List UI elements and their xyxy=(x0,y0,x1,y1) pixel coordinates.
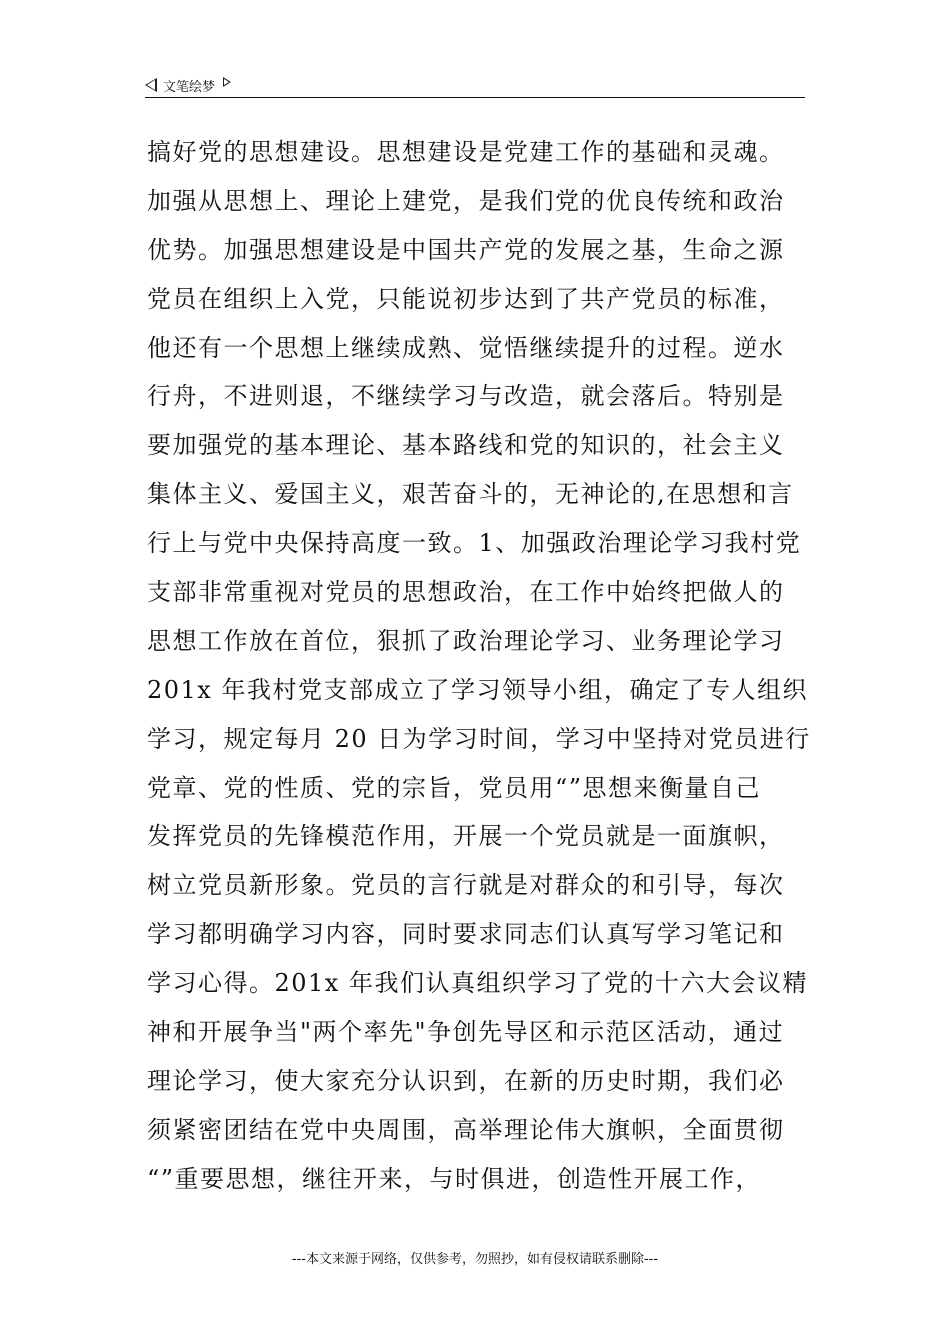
text-line: 行舟，不进则退，不继续学习与改造，就会落后。特别是 xyxy=(147,382,785,411)
text-line: 他还有一个思想上继续成熟、觉悟继续提升的过程。逆水 xyxy=(147,333,785,362)
text-line: 学习，规定每月 20 日为学习时间，学习中坚持对党员进行 xyxy=(147,724,811,753)
text-line: 发挥党员的先锋模范作用，开展一个党员就是一面旗帜， xyxy=(147,822,785,851)
text-line: 党章、党的性质、党的宗旨，党员用“”思想来衡量自己 xyxy=(147,773,762,802)
text-line: 树立党员新形象。党员的言行就是对群众的和引导，每次 xyxy=(147,871,785,900)
header-brand: 文笔绘梦 xyxy=(163,79,216,95)
document-body xyxy=(147,128,811,1204)
text-line: 优势。加强思想建设是中国共产党的发展之基，生命之源 xyxy=(147,235,785,264)
triangle-left-icon xyxy=(145,78,157,92)
text-line: 须紧密团结在党中央周围，高举理论伟大旗帜，全面贯彻 xyxy=(147,1115,785,1144)
text-line: 理论学习，使大家充分认识到，在新的历史时期，我们必 xyxy=(147,1066,785,1095)
triangle-right-icon xyxy=(223,77,231,87)
text-line: “”重要思想，继往开来，与时俱进，创造性开展工作， xyxy=(147,1164,762,1193)
page-header xyxy=(145,74,231,96)
text-line: 要加强党的基本理论、基本路线和党的知识的，社会主义 xyxy=(147,431,785,460)
text-line: 学习都明确学习内容，同时要求同志们认真写学习笔记和 xyxy=(147,920,785,949)
text-line: 搞好党的思想建设。思想建设是党建工作的基础和灵魂。 xyxy=(147,138,785,166)
text-line: 支部非常重视对党员的思想政治，在工作中始终把做人的 xyxy=(147,578,785,607)
text-line: 加强从思想上、理论上建党，是我们党的优良传统和政治 xyxy=(147,186,785,215)
header-divider xyxy=(145,97,805,98)
source-notice: ---本文来源于网络，仅供参考，勿照抄，如有侵权请联系删除--- xyxy=(291,1252,659,1267)
text-line: 201x 年我村党支部成立了学习领导小组，确定了专人组织 xyxy=(147,675,808,704)
text-line: 学习心得。201x 年我们认真组织学习了党的十六大会议精 xyxy=(147,969,808,998)
text-line: 神和开展争当"两个率先"争创先导区和示范区活动，通过 xyxy=(147,1018,785,1047)
text-line: 党员在组织上入党，只能说初步达到了共产党员的标准， xyxy=(147,284,785,313)
text-line: 行上与党中央保持高度一致。1、加强政治理论学习我村党 xyxy=(147,529,802,558)
text-line: 集体主义、爱国主义，艰苦奋斗的，无神论的,在思想和言 xyxy=(147,480,794,509)
text-line: 思想工作放在首位，狠抓了政治理论学习、业务理论学习 xyxy=(147,626,785,655)
